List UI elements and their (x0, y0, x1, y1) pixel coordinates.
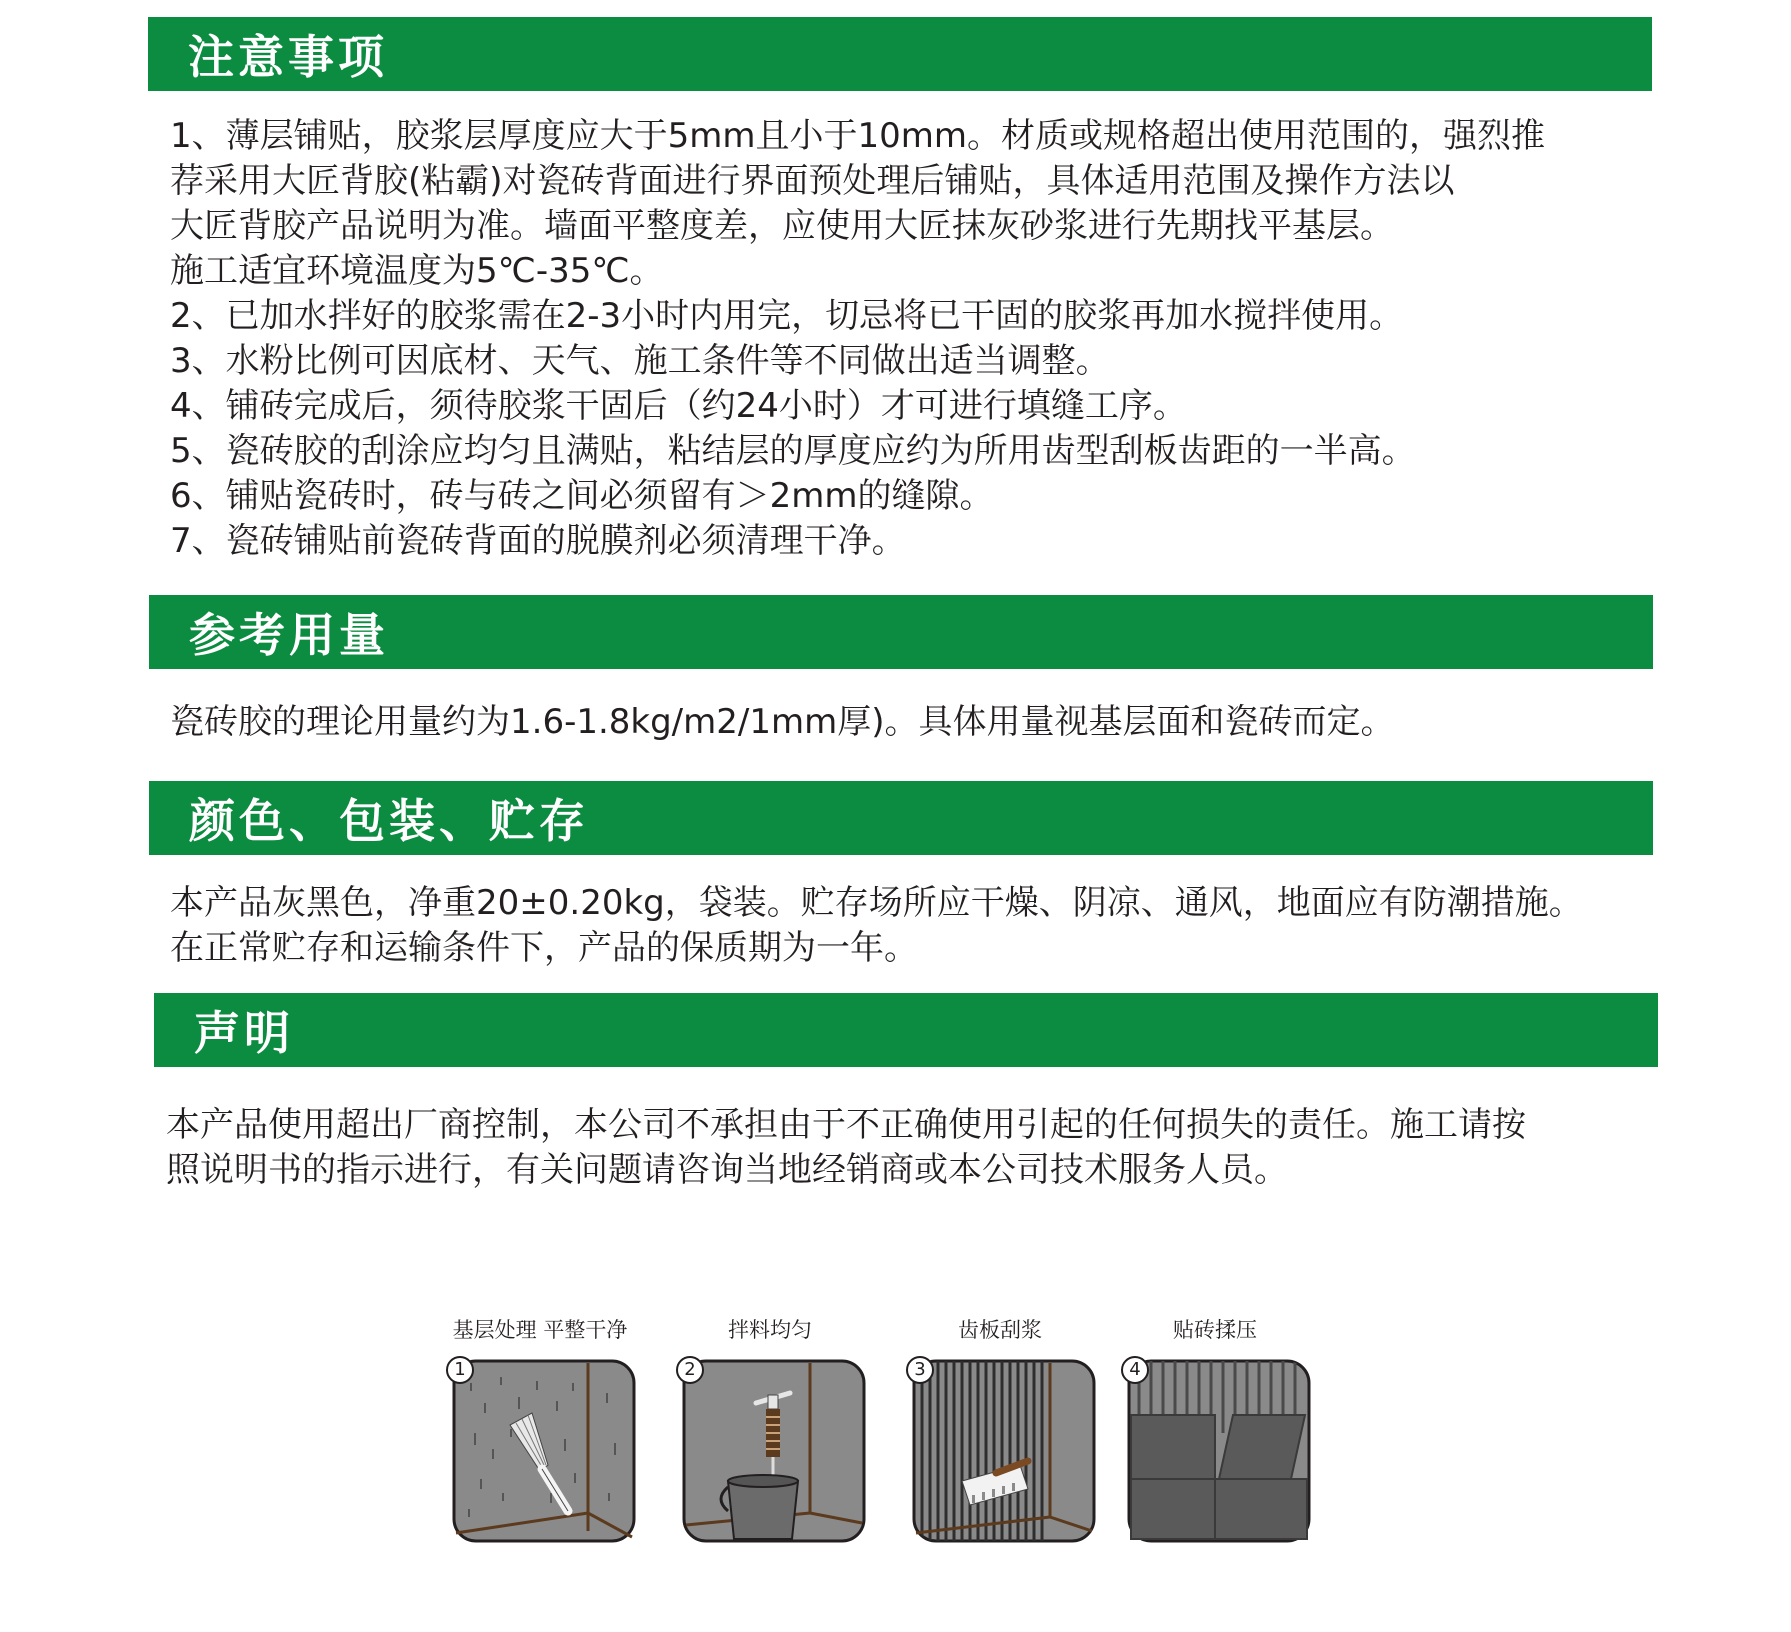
text-line: 瓷砖胶的理论用量约为1.6-1.8kg/m2/1mm厚)。具体用量视基层面和瓷砖而定。 (170, 702, 1395, 742)
text-line: 荐采用大匠背胶(粘霸)对瓷砖背面进行界面预处理后铺贴，具体适用范围及操作方法以 (170, 161, 1455, 201)
section-body-packaging (170, 881, 1583, 971)
text-line: 7、瓷砖铺贴前瓷砖背面的脱膜剂必须清理干净。 (170, 521, 906, 561)
section-body-notes (170, 114, 1545, 564)
step-number: 2 (676, 1356, 704, 1384)
section-title: 注意事项 (188, 30, 388, 84)
text-line: 1、薄层铺贴，胶浆层厚度应大于5mm且小于10mm。材质或规格超出使用范围的，强烈推 (170, 116, 1546, 156)
step-label: 基层处理 平整干净 (452, 1318, 628, 1342)
text-line: 本产品灰黑色，净重20±0.20kg，袋装。贮存场所应干燥、阴凉、通风，地面应有防潮措施。 (170, 883, 1583, 923)
application-steps (440, 1300, 1340, 1560)
text-line: 大匠背胶产品说明为准。墙面平整度差，应使用大匠抹灰砂浆进行先期找平基层。 (170, 206, 1394, 246)
step-number: 1 (446, 1356, 474, 1384)
mixing-bucket-icon (670, 1353, 870, 1548)
tile-press-icon (1115, 1353, 1315, 1548)
section-title: 声明 (194, 1006, 294, 1060)
text-line: 2、已加水拌好的胶浆需在2-3小时内用完，切忌将已干固的胶浆再加水搅拌使用。 (170, 296, 1404, 336)
section-body-disclaimer (166, 1103, 1526, 1193)
step-label: 齿板刮浆 (958, 1318, 1042, 1342)
text-line: 6、铺贴瓷砖时，砖与砖之间必须留有＞2mm的缝隙。 (170, 476, 994, 516)
text-line: 在正常贮存和运输条件下，产品的保质期为一年。 (170, 928, 918, 968)
text-line: 4、铺砖完成后，须待胶浆干固后（约24小时）才可进行填缝工序。 (170, 386, 1187, 426)
step-number: 3 (906, 1356, 934, 1384)
notched-trowel-icon (900, 1353, 1100, 1548)
section-header-usage (149, 595, 1653, 669)
section-header-packaging (149, 781, 1653, 855)
section-title: 参考用量 (189, 608, 389, 662)
step-4 (1115, 1300, 1315, 1560)
section-title: 颜色、包装、贮存 (189, 794, 589, 848)
step-1 (440, 1300, 640, 1560)
text-line: 5、瓷砖胶的刮涂应均匀且满贴，粘结层的厚度应约为所用齿型刮板齿距的一半高。 (170, 431, 1416, 471)
text-line: 本产品使用超出厂商控制，本公司不承担由于不正确使用引起的任何损失的责任。施工请按 (166, 1105, 1526, 1145)
section-body-usage (170, 700, 1394, 745)
wall-brush-icon (440, 1353, 640, 1548)
text-line: 3、水粉比例可因底材、天气、施工条件等不同做出适当调整。 (170, 341, 1110, 381)
text-line: 照说明书的指示进行，有关问题请咨询当地经销商或本公司技术服务人员。 (166, 1150, 1288, 1190)
step-number: 4 (1121, 1356, 1149, 1384)
step-2 (670, 1300, 870, 1560)
step-3 (900, 1300, 1100, 1560)
step-label: 拌料均匀 (728, 1318, 812, 1342)
text-line: 施工适宜环境温度为5℃-35℃。 (170, 251, 664, 291)
section-header-notes (148, 17, 1652, 91)
step-label: 贴砖揉压 (1173, 1318, 1257, 1342)
section-header-disclaimer (154, 993, 1658, 1067)
